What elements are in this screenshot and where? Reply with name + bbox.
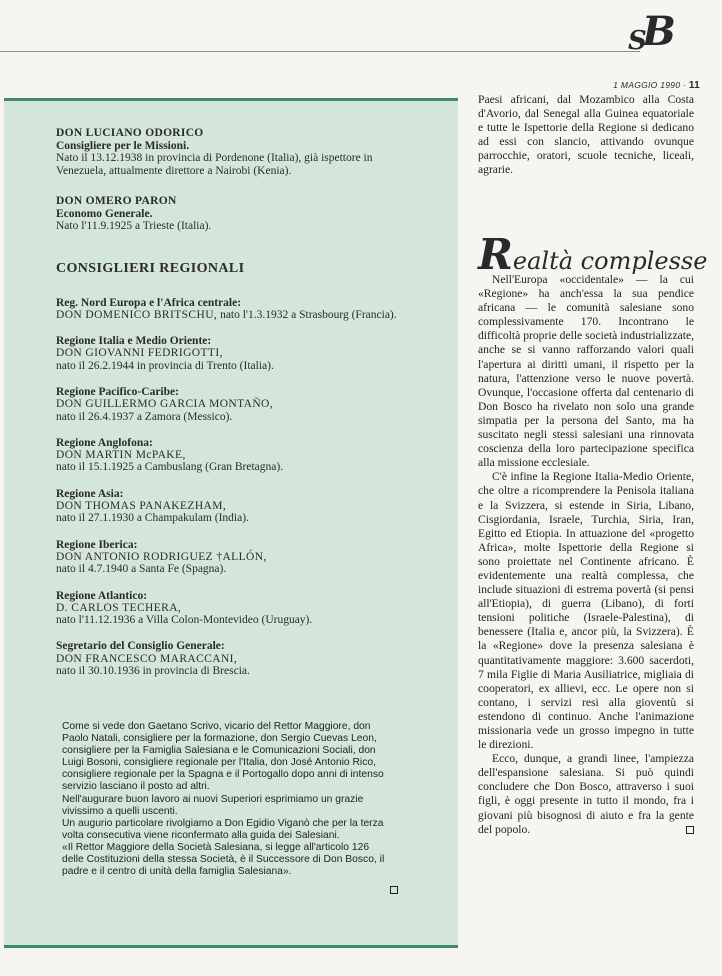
region-entry xyxy=(56,640,404,677)
region-person: DON THOMAS PANAKEZHAM, xyxy=(56,500,227,513)
region-birth: nato il 26.4.1937 a Zamora (Messico). xyxy=(56,410,233,423)
article-paragraph: C'è infine la Regione Italia-Medio Oriente, che oltre a ricomprendere la Penisola italiana e la Svizzera, si estende in Siria, Libano, Cisgiordania, Israele, Turchia, Siria, Iran, Egitto ed Etiopia. In attuazione del «progetto Africa», molte Ispettorie della Regione si sono proiettate nel Continente africano. È evidentemente una realtà complessa, che include situazioni di estrema povertà (si pensi all'Etiopia), di guerra (Libano), di forti tensioni politiche (Israele-Palestina), di benessere (Italia e, ancor più, la Svizzera). È la «Regione» dove la presenza salesiana è quantitativamente maggiore: 3.600 sacerdoti, 7 mila Figlie di Maria Ausiliatrice, migliaia di cooperatori, ex allievi, ecc. Le opere non si contano, i servizi resi alla gioventù si estendono di continuo. Anche l'animazione missionaria vede un grosso impegno in tutte le direzioni. xyxy=(478,470,694,752)
header-rule xyxy=(0,51,640,52)
end-mark-icon xyxy=(686,826,694,834)
council-entry xyxy=(56,127,404,177)
entry-text: Nato il 13.12.1938 in provincia di Pordenone (Italia), già ispettore in Venezuela, attualmente direttore a Nairobi (Kenia). xyxy=(56,152,373,177)
regional-councillors-heading: CONSIGLIERI REGIONALI xyxy=(56,260,245,276)
region-person: D. CARLOS TECHERA, xyxy=(56,601,182,614)
region-name: Segretario del Consiglio Generale: xyxy=(56,640,225,653)
region-name: Regione Iberica: xyxy=(56,538,138,551)
region-person: DON GUILLERMO GARCIA MONTAÑO, xyxy=(56,398,274,411)
region-birth: nato il 4.7.1940 a Santa Fe (Spagna). xyxy=(56,563,227,576)
heading-text: ealtà complesse xyxy=(512,247,708,275)
entry-name: DON LUCIANO ODORICO xyxy=(56,127,204,139)
issue-date: 1 MAGGIO 1990 · xyxy=(613,80,687,90)
region-birth: nato il 27.1.1930 a Champakulam (India). xyxy=(56,512,249,525)
section-heading xyxy=(478,230,707,279)
region-entry xyxy=(56,437,404,474)
region-entry xyxy=(56,297,404,322)
article-paragraph: Nell'Europa «occidentale» — la cui «Regione» ha anch'essa la sua pendice africana — le comunità salesiane sono complessivamente 170. Incontrano le difficoltà proprie delle società industrializzate, anche se si vanno rafforzando valori quali l'apertura ai diritti umani, il rispetto per la natura, l'attenzione verso le nuove povertà. Ovunque, l'occasione offerta dal centenario di Don Bosco ha rivelato non solo una grande simpatia per la persona del Santo, ma ha suscitato negli stessi salesiani una rinnovata coscienza della loro partecipazione specifica alla missione ecclesiale. xyxy=(478,273,694,470)
editorial-note xyxy=(62,721,390,878)
page-number: 11 xyxy=(688,80,700,91)
region-birth: nato il 26.2.1944 in provincia di Trento (Italia). xyxy=(56,359,274,372)
note-paragraph: Nell'augurare buon lavoro ai nuovi Superiori esprimiamo un grazie vivissimo a quelli uscenti. xyxy=(62,793,364,817)
article-paragraph xyxy=(478,752,694,837)
council-entry xyxy=(56,195,404,233)
logo-letter-b: B xyxy=(642,8,676,55)
region-entry xyxy=(56,386,404,423)
region-birth: nato l'1.3.1932 a Strasbourg (Francia). xyxy=(220,308,397,321)
article-paragraph: Paesi africani, dal Mozambico alla Costa d'Avorio, dal Senegal alla Guinea equatoriale e tutte le Ispettorie della Regione si dedicano ad essi con slancio, attivando ovunque parrocchie, oratori, scuole tecniche, liceali, agrarie. xyxy=(478,93,694,177)
region-name: Regione Anglofona: xyxy=(56,436,153,449)
region-person: DON ANTONIO RODRIGUEZ †ALLÓN, xyxy=(56,550,267,563)
region-person-line xyxy=(56,309,404,321)
entry-role: Consigliere per le Missioni. xyxy=(56,139,190,152)
note-paragraph: Come si vede don Gaetano Scrivo, vicario del Rettor Maggiore, don Paolo Natali, consigliere per la formazione, don Sergio Cuevas Leon, consigliere per la Famiglia Salesiana e le Comunicazioni Sociali, don Luigi Bosoni, consigliere regionale per l'Italia, don José Antonio Rico, consigliere regionale per la Spagna e il Portogallo dopo anni di intenso servizio lasciano il posto ad altri. xyxy=(62,721,384,793)
article-paragraph-text: Ecco, dunque, a grandi linee, l'ampiezza dell'espansione salesiana. Si può quindi concludere che Don Bosco, attraverso i suoi figli, è oggi presente in tutto il mondo, fra i giovani più bisognosi di aiuto e fra la gente del popolo. xyxy=(478,752,694,836)
region-birth: nato il 30.10.1936 in provincia di Brescia. xyxy=(56,665,250,678)
region-name: Regione Pacifico-Caribe: xyxy=(56,385,179,398)
region-name: Regione Atlantico: xyxy=(56,589,148,602)
region-entry xyxy=(56,488,404,525)
region-name: Reg. Nord Europa e l'Africa centrale: xyxy=(56,296,242,309)
region-name: Regione Asia: xyxy=(56,487,124,500)
region-person: DON FRANCESCO MARACCANI, xyxy=(56,652,238,665)
article-body-column xyxy=(478,273,694,837)
page-info xyxy=(613,80,700,91)
logo-letter-s: S xyxy=(628,26,647,56)
region-person: DON MARTIN McPAKE, xyxy=(56,449,186,462)
panel-content xyxy=(56,127,404,691)
region-person: DON GIOVANNI FEDRIGOTTI, xyxy=(56,347,223,360)
region-name: Regione Italia e Medio Oriente: xyxy=(56,335,212,348)
heading-drop-cap: R xyxy=(478,230,513,279)
sidebar-panel xyxy=(4,98,458,948)
region-entry xyxy=(56,590,404,627)
region-birth: nato il 15.1.1925 a Cambuslang (Gran Bretagna). xyxy=(56,461,284,474)
entry-text: Nato l'11.9.1925 a Trieste (Italia). xyxy=(56,220,212,232)
entry-name: DON OMERO PARON xyxy=(56,195,177,207)
region-entry xyxy=(56,335,404,372)
entry-role: Economo Generale. xyxy=(56,207,153,220)
magazine-logo xyxy=(628,8,688,64)
region-birth: nato l'11.12.1936 a Villa Colon-Montevideo (Uruguay). xyxy=(56,614,313,627)
note-paragraph: Un augurio particolare rivolgiamo a Don Egidio Viganò che per la terza volta consecutiva viene riconfermato alla guida dei Salesiani. xyxy=(62,817,384,841)
region-person: DON DOMENICO BRITSCHU, xyxy=(56,308,218,321)
article-intro-column xyxy=(478,93,694,178)
end-mark-icon xyxy=(390,886,398,894)
region-entry xyxy=(56,539,404,576)
note-paragraph: «Il Rettor Maggiore della Società Salesiana, si legge all'articolo 126 delle Costituzioni della stessa Società, è il Successore di Don Bosco, il padre e il centro di unità della famiglia Salesiana». xyxy=(62,841,385,878)
